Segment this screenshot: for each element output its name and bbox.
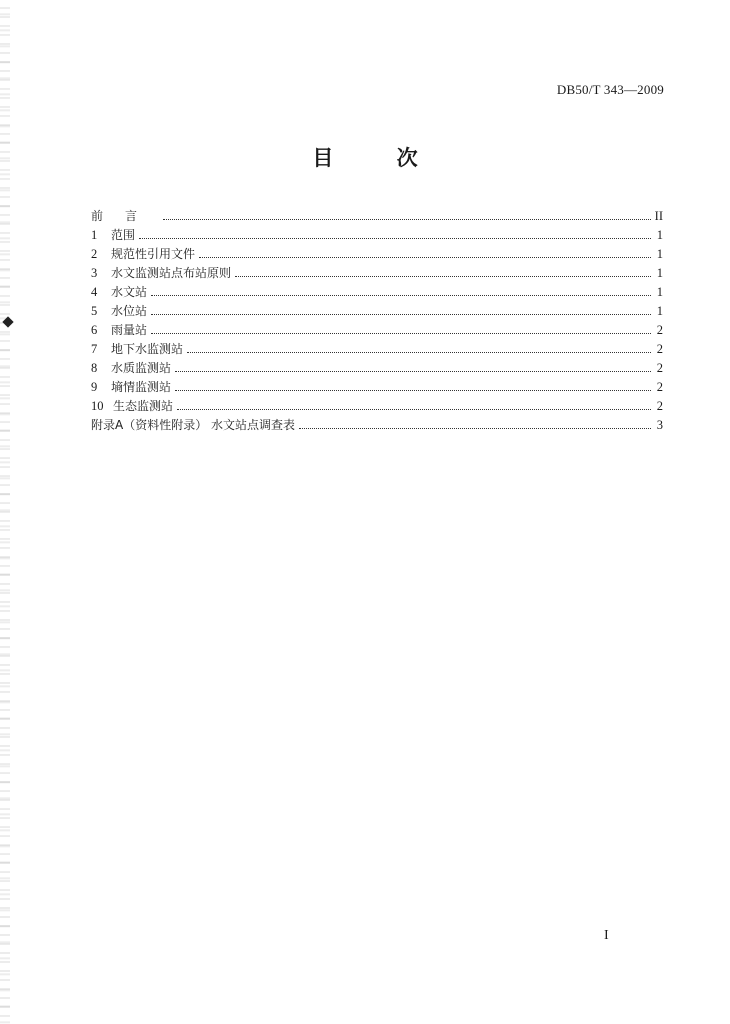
toc-entry-page: 1: [656, 228, 663, 242]
toc-leader-dots: [151, 295, 651, 296]
toc-entry-6[interactable]: [91, 321, 663, 340]
toc-entry-3[interactable]: [91, 264, 663, 283]
toc-entry-7[interactable]: [91, 340, 663, 359]
toc-entry-label: 雨量站: [111, 323, 148, 337]
toc-title: 目 次: [312, 146, 446, 170]
toc-entry-10[interactable]: [91, 397, 663, 416]
toc-leader-dots: [151, 333, 651, 334]
toc-entry-page: 1: [656, 266, 663, 280]
toc-entry-page: 2: [656, 380, 663, 394]
toc-entry-page: 3: [656, 418, 663, 432]
toc-entry-label: 墒情监测站: [111, 380, 172, 394]
toc-entry-page: 2: [656, 342, 663, 356]
toc-entry-appendix-a[interactable]: [91, 416, 663, 435]
toc-entry-page: II: [654, 209, 663, 223]
page-number: I: [604, 928, 609, 943]
toc-leader-dots: [299, 428, 651, 429]
toc-entry-number: 5: [91, 304, 98, 318]
toc-entry-number: 7: [91, 342, 98, 356]
toc-entry-page: 1: [656, 285, 663, 299]
toc-leader-dots: [151, 314, 651, 315]
toc-entry-page: 1: [656, 304, 663, 318]
toc-entry-1[interactable]: [91, 226, 663, 245]
toc-entry-label: 附录A（资料性附录） 水文站点调查表: [91, 418, 296, 432]
toc-leader-dots: [163, 219, 651, 220]
toc-entry-label: 水位站: [111, 304, 148, 318]
toc-leader-dots: [175, 371, 651, 372]
toc-entry-number: 2: [91, 247, 98, 261]
toc-leader-dots: [199, 257, 651, 258]
toc-entry-2[interactable]: [91, 245, 663, 264]
table-of-contents: [91, 207, 663, 435]
toc-entry-page: 2: [656, 361, 663, 375]
toc-entry-label: 水文站: [111, 285, 148, 299]
toc-entry-number: 6: [91, 323, 98, 337]
toc-entry-label: 地下水监测站: [111, 342, 184, 356]
toc-entry-9[interactable]: [91, 378, 663, 397]
toc-entry-page: 1: [656, 247, 663, 261]
toc-entry-number: 4: [91, 285, 98, 299]
toc-leader-dots: [139, 238, 651, 239]
standard-code: DB50/T 343—2009: [556, 82, 664, 97]
toc-leader-dots: [177, 409, 651, 410]
toc-entry-label: 范围: [111, 228, 136, 242]
toc-entry-foreword[interactable]: [91, 207, 663, 226]
toc-entry-number: 3: [91, 266, 98, 280]
toc-leader-dots: [235, 276, 651, 277]
toc-entry-8[interactable]: [91, 359, 663, 378]
toc-leader-dots: [175, 390, 651, 391]
toc-entry-4[interactable]: [91, 283, 663, 302]
toc-entry-label: 规范性引用文件: [111, 247, 196, 261]
toc-entry-number: 8: [91, 361, 98, 375]
toc-leader-dots: [187, 352, 651, 353]
toc-entry-5[interactable]: [91, 302, 663, 321]
toc-entry-page: 2: [656, 399, 663, 413]
toc-entry-number: 1: [91, 228, 98, 242]
toc-entry-number: 10: [91, 399, 104, 413]
toc-entry-label: 生态监测站: [113, 399, 174, 413]
toc-entry-label: 水文监测站点布站原则: [111, 266, 232, 280]
toc-entry-number: 9: [91, 380, 98, 394]
toc-entry-label: 前言: [91, 209, 160, 223]
toc-entry-page: 2: [656, 323, 663, 337]
toc-entry-label: 水质监测站: [111, 361, 172, 375]
